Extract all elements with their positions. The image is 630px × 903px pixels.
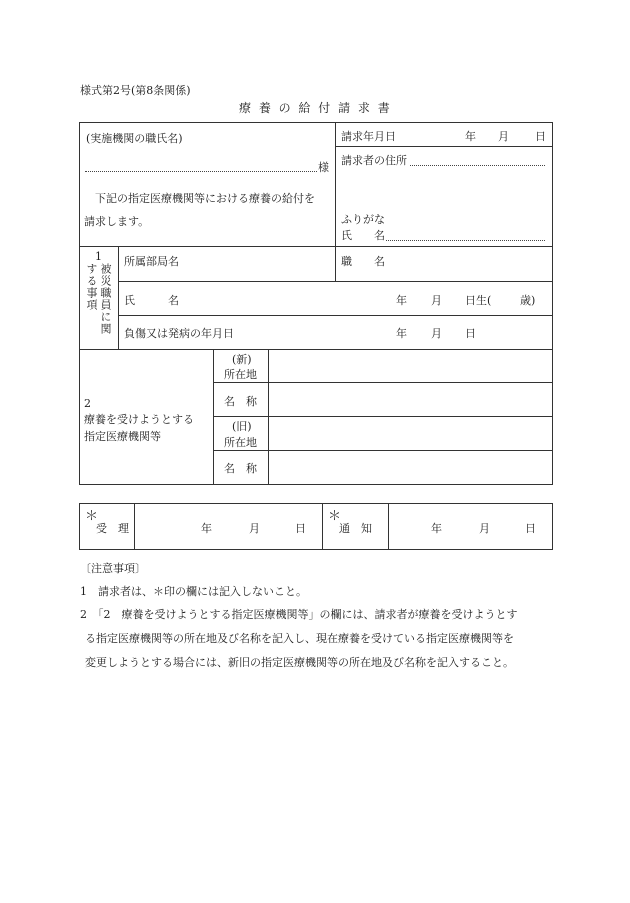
- old-tag: (旧): [232, 420, 252, 433]
- note-2-line1: 2 「2 療養を受けようとする指定医療機関等」の欄には、請求者が療養を受けようとす: [80, 608, 518, 621]
- section2-title-line1: 療養を受けようとする: [84, 413, 194, 426]
- address-field[interactable]: [410, 165, 545, 166]
- note-2-line2: る指定医療機関等の所在地及び名称を記入し、現在療養を受けている指定医療機関等を: [85, 632, 514, 645]
- section2-number: 2: [84, 397, 91, 410]
- new-name-label: 名 称: [224, 395, 257, 408]
- receive-label: 受 理: [96, 522, 129, 535]
- form-number: 様式第2号(第8条関係): [80, 84, 191, 97]
- birth-day: 日生(: [465, 294, 492, 307]
- honorific: 様: [318, 161, 329, 174]
- receipt-star-1: ＊: [85, 509, 99, 524]
- section2-title-line2: 指定医療機関等: [84, 430, 161, 443]
- section1-number: 1: [95, 250, 102, 263]
- new-tag: (新): [232, 353, 252, 366]
- address-label: 請求者の住所: [341, 154, 407, 167]
- old-name-label: 名 称: [224, 462, 257, 475]
- request-date-label: 請求年月日: [341, 130, 396, 143]
- requester-name-label: 氏 名: [341, 229, 385, 242]
- furigana-label: ふりがな: [341, 213, 385, 226]
- new-location-label: 所在地: [224, 368, 257, 381]
- birth-month: 月: [431, 294, 442, 307]
- injury-month: 月: [431, 327, 442, 340]
- notify-label: 通 知: [339, 522, 372, 535]
- request-text-line1: 下記の指定医療機関等における療養の給付を: [95, 192, 315, 205]
- note-1: 1 請求者は、＊印の欄には記入しないこと。: [80, 585, 307, 598]
- receive-year: 年: [201, 522, 212, 535]
- employee-name-label: 氏 名: [124, 294, 179, 307]
- section1-title: 被災職員に関する事項: [85, 263, 112, 335]
- injury-year: 年: [396, 327, 407, 340]
- dept-label: 所属部局名: [124, 255, 179, 268]
- age-label: 歳): [520, 294, 536, 307]
- form-title: 療 養 の 給 付 請 求 書: [239, 101, 392, 115]
- receipt-star-2: ＊: [328, 509, 342, 524]
- position-label: 職 名: [341, 255, 385, 268]
- requester-name-field[interactable]: [386, 240, 545, 241]
- birth-year: 年: [396, 294, 407, 307]
- notify-day: 日: [525, 522, 536, 535]
- request-date-month: 月: [498, 130, 509, 143]
- receive-day: 日: [295, 522, 306, 535]
- injury-date-label: 負傷又は発病の年月日: [124, 327, 234, 340]
- receive-month: 月: [249, 522, 260, 535]
- note-2-line3: 変更しようとする場合には、新旧の指定医療機関等の所在地及び名称を記入すること。: [85, 656, 514, 669]
- notify-year: 年: [431, 522, 442, 535]
- notes-heading: 〔注意事項〕: [80, 562, 146, 575]
- institution-label: (実施機関の職氏名): [86, 132, 183, 145]
- old-location-label: 所在地: [224, 436, 257, 449]
- notify-month: 月: [479, 522, 490, 535]
- institution-name-field[interactable]: [85, 171, 317, 172]
- request-date-year: 年: [465, 130, 476, 143]
- injury-day: 日: [465, 327, 476, 340]
- request-date-day: 日: [535, 130, 546, 143]
- request-text-line2: 請求します。: [84, 215, 150, 228]
